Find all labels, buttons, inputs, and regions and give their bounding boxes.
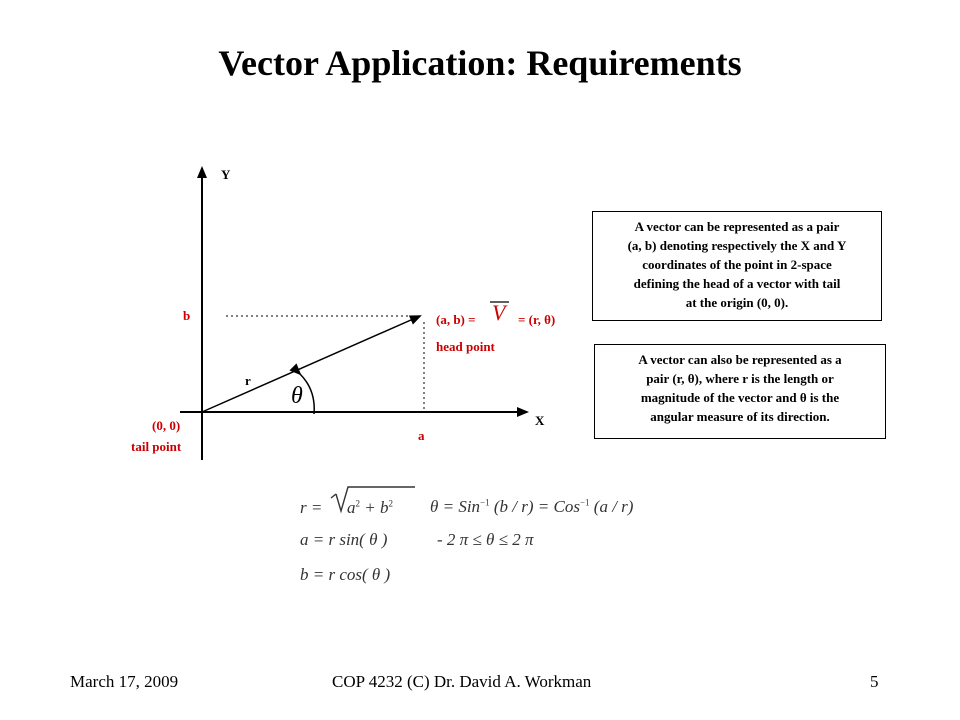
theta-range: - 2 π ≤ θ ≤ 2 π (437, 530, 534, 549)
callout-line: pair (r, θ), where r is the length or (646, 371, 834, 386)
head-coords-left: (a, b) = (436, 312, 476, 327)
a-exponent: 2 (355, 498, 360, 509)
head-coords-right: = (r, θ) (518, 312, 556, 327)
a-symbol: a (347, 498, 356, 517)
theta-definition (430, 497, 633, 517)
footer-date: March 17, 2009 (70, 672, 179, 691)
head-point-label: head point (436, 339, 495, 354)
r-equation-lhs: r = (300, 498, 323, 517)
footer-page-number: 5 (870, 672, 879, 691)
callout-line: at the origin (0, 0). (685, 295, 789, 310)
vector-r (202, 316, 420, 412)
b-exponent: 2 (388, 498, 393, 509)
callout-pair-rtheta (594, 344, 886, 439)
r-label: r (245, 373, 251, 388)
theta-label: θ (291, 383, 303, 409)
vector-symbol: V (492, 300, 506, 325)
tail-point-label: tail point (131, 439, 182, 454)
callout-line: defining the head of a vector with tail (633, 276, 841, 291)
callout-line: A vector can be represented as a pair (634, 219, 840, 234)
x-axis-label: X (535, 413, 545, 428)
callout-line: angular measure of its direction. (650, 409, 830, 424)
origin-label: (0, 0) (152, 418, 181, 433)
inverse-exponent-2: −1 (579, 497, 590, 508)
a-definition: a = r sin( θ ) (300, 530, 388, 549)
inverse-exponent: −1 (480, 497, 490, 508)
slide-title: Vector Application: Requirements (218, 43, 742, 83)
callout-line: A vector can also be represented as a (638, 352, 842, 367)
theta-def-end: (a / r) (589, 497, 634, 516)
sqrt-sign (331, 494, 336, 498)
callout-line: magnitude of the vector and θ is the (640, 390, 840, 405)
r-equation-rhs (347, 498, 393, 518)
footer-course: COP 4232 (C) Dr. David A. Workman (332, 672, 592, 691)
callout-line: coordinates of the point in 2-space (642, 257, 832, 272)
y-axis-label: Y (221, 167, 231, 182)
callout-pair-ab (592, 211, 882, 321)
theta-def-mid: (b / r) = Cos (489, 497, 580, 516)
b-label: b (183, 308, 191, 323)
b-definition: b = r cos( θ ) (300, 565, 391, 584)
a-label: a (418, 428, 425, 443)
plus-b: + b (364, 498, 389, 517)
theta-def-start: θ = Sin (430, 497, 481, 516)
callout-line: (a, b) denoting respectively the X and Y (627, 238, 847, 253)
